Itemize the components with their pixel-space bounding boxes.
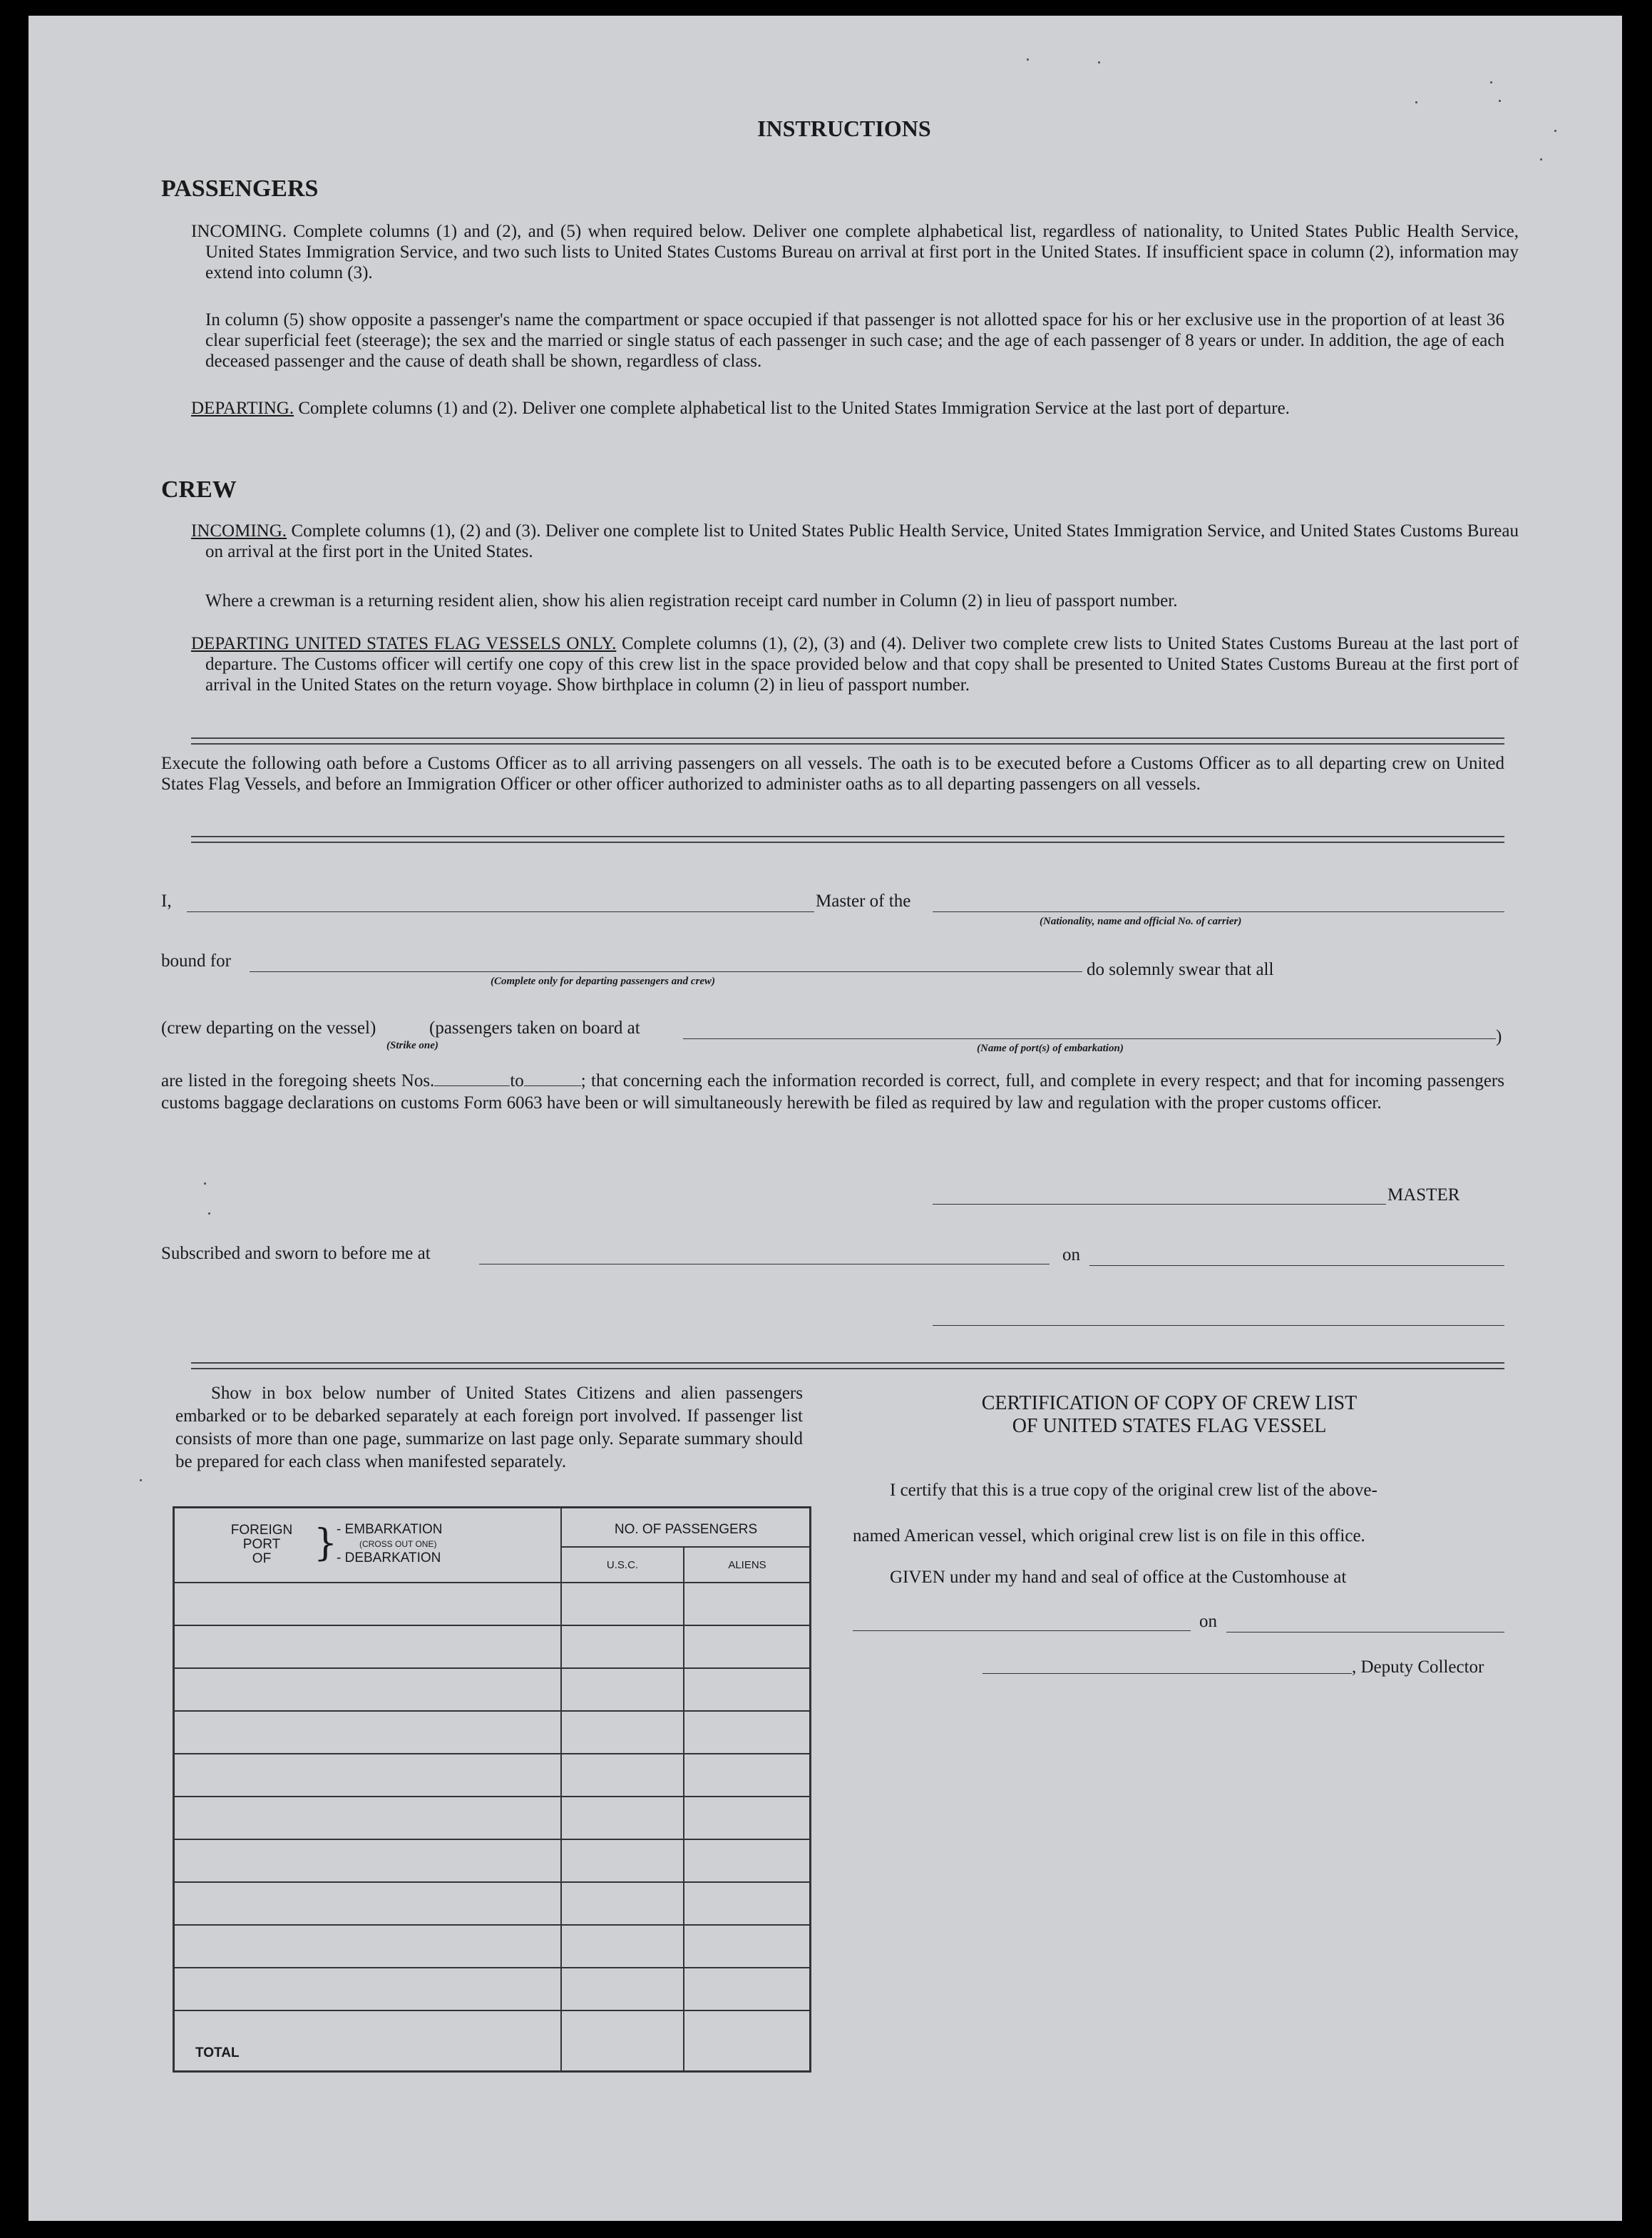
close-paren: ) [1496, 1027, 1502, 1046]
speck-mark [1490, 81, 1492, 83]
table-row [175, 1625, 809, 1626]
passengers-incoming-text: Complete columns (1) and (2), and (5) when required below. Deliver one complete alphabetical list, regardless of nationality, to United States Public Health Service, United States Immigration Service, and two such lists to United States Customs Bureau on arrival at first port in the United States. If insufficient space in column (2), information may extend into column (3). [205, 222, 1519, 282]
foreign-word: FOREIGN [230, 1523, 293, 1538]
usc-header: U.S.C. [606, 1559, 639, 1571]
to-label: to [510, 1071, 524, 1090]
port-of-embarkation-field[interactable] [683, 1038, 1496, 1039]
crew-departing-paragraph [191, 633, 1519, 695]
solemnly-swear-label: do solemnly swear that all [1087, 960, 1274, 979]
crew-departing-label: DEPARTING UNITED STATES FLAG VESSELS ONLY. [191, 634, 617, 653]
passengers-column5-paragraph: In column (5) show opposite a passenger's name the compartment or space occupied if that passenger is not allotted space for his or her exclusive use in the proportion of at least 36 clear superficial feet (steerage); the sex and the married or single status of each passenger in such case; and the age of each passenger of 8 years or under. In addition, the age of each deceased passenger and the cause of death shall be shown, regardless of class. [205, 310, 1504, 371]
listed-paragraph [161, 1070, 1504, 1114]
oath-intro-paragraph: Execute the following oath before a Customs Officer as to all arriving passengers on all vessels. The oath is to be executed before a Customs Officer as to all departing crew on United States Flag Vessels, and before an Immigration Officer or other officer authorized to administer oaths as to all departing passengers on all vessels. [161, 754, 1504, 794]
table-row [175, 1753, 809, 1754]
master-signature-field[interactable] [933, 1204, 1386, 1205]
master-name-field[interactable] [187, 911, 814, 912]
certification-heading-line1: CERTIFICATION OF COPY OF CREW LIST [981, 1392, 1358, 1414]
crew-incoming-label: INCOMING. [191, 521, 287, 541]
form-page [29, 16, 1622, 2221]
customhouse-field[interactable] [853, 1630, 1191, 1631]
speck-mark [1540, 158, 1542, 160]
strike-one-caption: (Strike one) [386, 1040, 438, 1051]
listed-rest: ; that concerning each the information recorded is correct, full, and complete in every respect; and that for incoming passengers customs baggage declarations on customs Form 6063 have been or will simultaneously herewith be filed as required by law and regulation with the proper customs officer. [161, 1071, 1504, 1113]
table-border [173, 1506, 811, 1508]
speck-mark [1499, 100, 1501, 102]
table-row [175, 1839, 809, 1840]
summary-instructions: Show in box below number of United States Citizens and alien passengers embarked or to be debarked separately at each foreign port involved. If passenger list consists of more than one page, summarize on last page only. Separate summary should be prepared for each class when manifested separately. [175, 1384, 803, 1471]
debarkation-option[interactable]: - DEBARKATION [337, 1550, 441, 1565]
speck-mark [1027, 58, 1029, 61]
passengers-departing-text: Complete columns (1) and (2). Deliver one complete alphabetical list to the United States Immigration Service at the last port of departure. [298, 399, 1290, 418]
table-row [175, 1881, 809, 1883]
passengers-incoming-label: INCOMING. [191, 222, 287, 241]
port-word: PORT [242, 1537, 281, 1552]
certify-line1: I certify that this is a true copy of the original crew list of the above- [890, 1481, 1377, 1500]
total-label: TOTAL [195, 2045, 240, 2060]
table-border [173, 2070, 811, 2073]
master-label: MASTER [1387, 1185, 1460, 1205]
table-row [175, 1582, 809, 1583]
passengers-incoming-paragraph [191, 221, 1519, 283]
i-label: I, [161, 891, 172, 911]
nationality-caption: (Nationality, name and official No. of carrier) [1040, 916, 1242, 927]
sworn-on-label: on [1062, 1245, 1080, 1264]
aliens-header: ALIENS [728, 1559, 766, 1571]
complete-only-caption: (Complete only for departing passengers and crew) [491, 976, 715, 987]
column-divider [683, 1548, 684, 2073]
of-word: OF [252, 1551, 272, 1566]
table-border [173, 1506, 175, 2073]
section-divider [191, 737, 1504, 745]
table-row [175, 1796, 809, 1797]
speck-mark [204, 1182, 206, 1185]
given-line: GIVEN under my hand and seal of office at the Customhouse at [890, 1568, 1347, 1587]
speck-mark [1415, 101, 1417, 103]
certification-heading-line2: OF UNITED STATES FLAG VESSEL [1012, 1415, 1327, 1437]
table-border [809, 1506, 811, 2073]
crew-departing-option[interactable]: (crew departing on the vessel) [161, 1018, 376, 1038]
bound-for-label: bound for [161, 951, 231, 971]
crew-departing-text: Complete columns (1), (2), (3) and (4). Deliver two complete crew lists to United States Customs Bureau at the last port of departure. The Customs officer will certify one copy of this crew list in the space provided below and that copy shall be presented to United States Customs Bureau at the first port of arrival in the United States on the return voyage. Show birthplace in column (2) in lieu of passport number. [205, 634, 1519, 695]
cert-on-label: on [1199, 1612, 1217, 1631]
brace-icon: } [314, 1522, 338, 1565]
certification-heading [834, 1392, 1504, 1438]
table-row [175, 1967, 809, 1968]
embarkation-option[interactable]: - EMBARKATION [337, 1522, 443, 1537]
sheet-to-field[interactable] [524, 1075, 581, 1086]
speck-mark [1098, 61, 1100, 63]
cross-out-one-caption: (CROSS OUT ONE) [359, 1539, 437, 1549]
passengers-departing-label: DEPARTING. [191, 399, 294, 418]
passenger-summary-table [173, 1506, 811, 2073]
foreign-port-of-header [222, 1523, 301, 1566]
sheet-from-field[interactable] [434, 1075, 510, 1086]
table-row [175, 1667, 809, 1669]
sworn-date-field[interactable] [1089, 1265, 1504, 1266]
speck-mark [140, 1479, 142, 1481]
master-of-label: Master of the [816, 891, 911, 911]
deputy-signature-field[interactable] [983, 1673, 1352, 1674]
column-divider [560, 1506, 562, 2073]
passengers-taken-option[interactable]: (passengers taken on board at [429, 1018, 640, 1038]
table-row [175, 1710, 809, 1712]
table-row [175, 1924, 809, 1926]
port-caption: (Name of port(s) of embarkation) [977, 1043, 1124, 1054]
section-divider [191, 1362, 1504, 1369]
certify-line2: named American vessel, which original crew list is on file in this office. [853, 1526, 1365, 1545]
crew-incoming-paragraph [191, 521, 1519, 562]
speck-mark [1554, 130, 1556, 132]
passengers-heading: PASSENGERS [161, 175, 319, 202]
officer-signature-field[interactable] [933, 1325, 1504, 1326]
crew-incoming-text: Complete columns (1), (2) and (3). Deliver one complete list to United States Public Health Service, United States Immigration Service, and United States Customs Bureau on arrival at the first port in the United States. [205, 521, 1519, 561]
crew-resident-paragraph: Where a crewman is a returning resident alien, show his alien registration receipt card number in Column (2) in lieu of passport number. [205, 591, 1178, 610]
listed-label: are listed in the foregoing sheets Nos. [161, 1071, 435, 1090]
crew-heading: CREW [161, 476, 237, 503]
section-divider [191, 836, 1504, 843]
no-of-passengers-header: NO. OF PASSENGERS [614, 1522, 758, 1537]
speck-mark [208, 1212, 210, 1215]
table-row [175, 2010, 809, 2011]
bound-for-field[interactable] [250, 971, 1082, 972]
page-title: INSTRUCTIONS [757, 116, 931, 141]
carrier-field[interactable] [933, 911, 1504, 912]
passengers-departing-paragraph [191, 398, 1519, 419]
deputy-collector-label: , Deputy Collector [1352, 1657, 1484, 1677]
header-divider [562, 1546, 810, 1548]
subscribed-label: Subscribed and sworn to before me at [161, 1244, 431, 1263]
